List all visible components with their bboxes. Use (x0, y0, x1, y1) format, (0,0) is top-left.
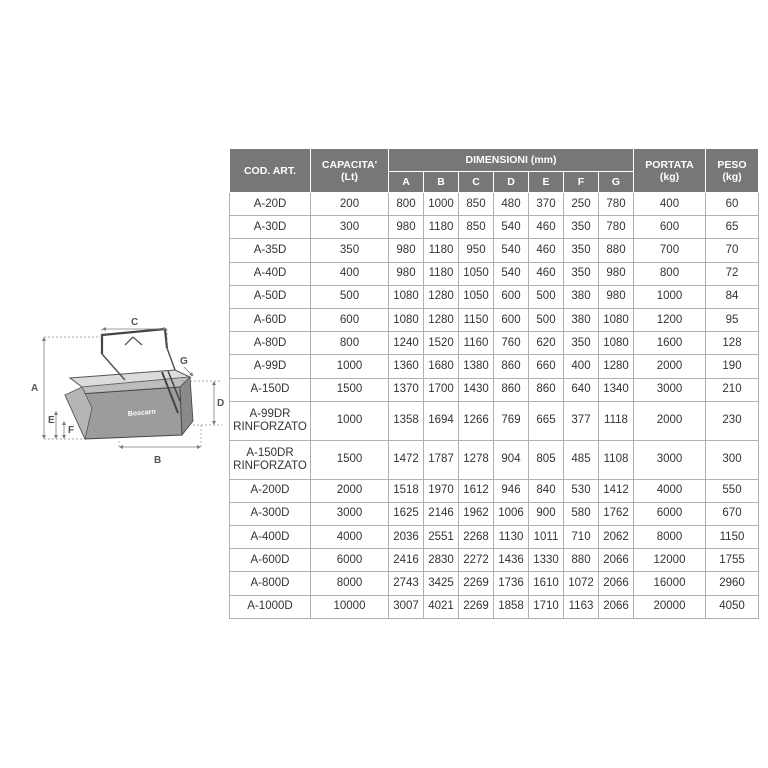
dim-label-a: A (31, 383, 39, 394)
cell-dim-c: 1050 (459, 285, 494, 308)
cell-peso: 1150 (706, 526, 759, 549)
cell-portata: 12000 (634, 549, 706, 572)
cell-code: A-99DR RINFORZATO (230, 401, 311, 440)
cell-peso: 72 (706, 262, 759, 285)
cell-dim-b: 3425 (424, 572, 459, 595)
cell-dim-c: 1380 (459, 355, 494, 378)
cell-dim-e: 1710 (529, 595, 564, 618)
cell-dim-c: 1612 (459, 479, 494, 502)
cell-code: A-200D (230, 479, 311, 502)
cell-dim-c: 1050 (459, 262, 494, 285)
cell-code: A-400D (230, 526, 311, 549)
cell-code: A-80D (230, 332, 311, 355)
cell-portata: 16000 (634, 572, 706, 595)
table-row (230, 378, 759, 401)
cell-dim-a: 1360 (389, 355, 424, 378)
cell-dim-b: 1520 (424, 332, 459, 355)
col-header-peso: PESO (kg) (706, 149, 759, 193)
cell-capacity: 2000 (311, 479, 389, 502)
cell-dim-g: 2066 (599, 572, 634, 595)
cell-dim-g: 980 (599, 262, 634, 285)
col-header-dim-a: A (389, 172, 424, 193)
cell-portata: 700 (634, 239, 706, 262)
col-header-dim-c: C (459, 172, 494, 193)
cell-dim-f: 1072 (564, 572, 599, 595)
cell-capacity: 10000 (311, 595, 389, 618)
cell-dim-g: 1412 (599, 479, 634, 502)
cell-dim-b: 1000 (424, 193, 459, 216)
cell-dim-d: 540 (494, 239, 529, 262)
cell-peso: 1755 (706, 549, 759, 572)
cell-portata: 1600 (634, 332, 706, 355)
cell-capacity: 3000 (311, 502, 389, 525)
cell-dim-b: 2146 (424, 502, 459, 525)
cell-dim-f: 350 (564, 332, 599, 355)
table-header (230, 149, 759, 193)
dim-label-e: E (48, 415, 55, 426)
cell-dim-b: 4021 (424, 595, 459, 618)
cell-code: A-30D (230, 216, 311, 239)
cell-dim-a: 1625 (389, 502, 424, 525)
cell-dim-d: 904 (494, 440, 529, 479)
table-row (230, 440, 759, 479)
cell-dim-e: 900 (529, 502, 564, 525)
table-row (230, 401, 759, 440)
cell-dim-b: 1180 (424, 262, 459, 285)
cell-dim-a: 1240 (389, 332, 424, 355)
cell-dim-d: 1436 (494, 549, 529, 572)
cell-peso: 4050 (706, 595, 759, 618)
cell-dim-d: 769 (494, 401, 529, 440)
cell-dim-c: 2268 (459, 526, 494, 549)
cell-peso: 300 (706, 440, 759, 479)
table-row (230, 193, 759, 216)
cell-dim-d: 760 (494, 332, 529, 355)
cell-dim-g: 1280 (599, 355, 634, 378)
cell-dim-g: 980 (599, 285, 634, 308)
cell-dim-d: 480 (494, 193, 529, 216)
cell-capacity: 800 (311, 332, 389, 355)
cell-dim-b: 1700 (424, 378, 459, 401)
dim-label-d: D (217, 398, 225, 409)
table-row (230, 572, 759, 595)
cell-dim-d: 600 (494, 308, 529, 331)
cell-dim-e: 840 (529, 479, 564, 502)
cell-dim-b: 1180 (424, 239, 459, 262)
cell-dim-a: 1080 (389, 285, 424, 308)
cell-portata: 4000 (634, 479, 706, 502)
table-row (230, 239, 759, 262)
cell-capacity: 1500 (311, 440, 389, 479)
cell-dim-d: 540 (494, 216, 529, 239)
table-row (230, 479, 759, 502)
cell-dim-f: 250 (564, 193, 599, 216)
cell-code: A-35D (230, 239, 311, 262)
cell-portata: 3000 (634, 440, 706, 479)
cell-dim-f: 580 (564, 502, 599, 525)
cell-capacity: 400 (311, 262, 389, 285)
cell-dim-g: 880 (599, 239, 634, 262)
cell-code: A-800D (230, 572, 311, 595)
table-row (230, 285, 759, 308)
cell-peso: 550 (706, 479, 759, 502)
skip-body (65, 329, 193, 439)
cell-dim-f: 380 (564, 308, 599, 331)
cell-dim-g: 1118 (599, 401, 634, 440)
cell-dim-b: 1680 (424, 355, 459, 378)
cell-capacity: 500 (311, 285, 389, 308)
cell-code: A-150DR RINFORZATO (230, 440, 311, 479)
cell-peso: 95 (706, 308, 759, 331)
cell-capacity: 6000 (311, 549, 389, 572)
cell-dim-d: 540 (494, 262, 529, 285)
table-row (230, 502, 759, 525)
spec-table (229, 148, 759, 619)
cell-dim-b: 1787 (424, 440, 459, 479)
cell-dim-d: 1858 (494, 595, 529, 618)
col-header-dim-e: E (529, 172, 564, 193)
cell-dim-d: 860 (494, 378, 529, 401)
table-row (230, 262, 759, 285)
cell-dim-e: 860 (529, 378, 564, 401)
cell-portata: 1000 (634, 285, 706, 308)
cell-dim-d: 1006 (494, 502, 529, 525)
cell-capacity: 350 (311, 239, 389, 262)
cell-code: A-60D (230, 308, 311, 331)
cell-dim-e: 1610 (529, 572, 564, 595)
cell-portata: 2000 (634, 401, 706, 440)
cell-peso: 210 (706, 378, 759, 401)
cell-dim-f: 485 (564, 440, 599, 479)
cell-dim-c: 1278 (459, 440, 494, 479)
cell-peso: 230 (706, 401, 759, 440)
cell-dim-a: 1358 (389, 401, 424, 440)
table-row (230, 595, 759, 618)
cell-dim-d: 600 (494, 285, 529, 308)
col-header-dim-b: B (424, 172, 459, 193)
cell-peso: 190 (706, 355, 759, 378)
table-row (230, 355, 759, 378)
cell-dim-g: 1080 (599, 332, 634, 355)
cell-dim-g: 780 (599, 193, 634, 216)
cell-dim-f: 530 (564, 479, 599, 502)
cell-peso: 70 (706, 239, 759, 262)
cell-code: A-20D (230, 193, 311, 216)
cell-dim-e: 460 (529, 262, 564, 285)
cell-portata: 3000 (634, 378, 706, 401)
cell-dim-g: 2062 (599, 526, 634, 549)
table-row (230, 216, 759, 239)
cell-dim-f: 1163 (564, 595, 599, 618)
cell-dim-e: 620 (529, 332, 564, 355)
skip-dimension-diagram (30, 315, 230, 475)
cell-dim-a: 2036 (389, 526, 424, 549)
cell-dim-e: 665 (529, 401, 564, 440)
dim-label-g: G (180, 356, 188, 367)
cell-dim-d: 946 (494, 479, 529, 502)
cell-portata: 400 (634, 193, 706, 216)
cell-dim-a: 800 (389, 193, 424, 216)
cell-dim-g: 780 (599, 216, 634, 239)
cell-capacity: 1000 (311, 401, 389, 440)
cell-dim-d: 860 (494, 355, 529, 378)
cell-portata: 800 (634, 262, 706, 285)
col-header-dim-f: F (564, 172, 599, 193)
cell-dim-e: 1330 (529, 549, 564, 572)
cell-dim-e: 805 (529, 440, 564, 479)
cell-dim-g: 1108 (599, 440, 634, 479)
cell-portata: 1200 (634, 308, 706, 331)
cell-portata: 20000 (634, 595, 706, 618)
cell-dim-c: 1266 (459, 401, 494, 440)
cell-dim-a: 1080 (389, 308, 424, 331)
cell-dim-e: 660 (529, 355, 564, 378)
cell-dim-b: 1280 (424, 285, 459, 308)
cell-dim-a: 1370 (389, 378, 424, 401)
cell-dim-g: 2066 (599, 595, 634, 618)
cell-dim-c: 1962 (459, 502, 494, 525)
cell-dim-d: 1736 (494, 572, 529, 595)
cell-portata: 2000 (634, 355, 706, 378)
dim-label-f: F (68, 425, 75, 436)
cell-portata: 6000 (634, 502, 706, 525)
cell-dim-e: 500 (529, 308, 564, 331)
cell-dim-f: 350 (564, 216, 599, 239)
cell-dim-a: 980 (389, 216, 424, 239)
cell-peso: 60 (706, 193, 759, 216)
col-header-dimensions: DIMENSIONI (mm) (389, 149, 634, 172)
cell-dim-f: 377 (564, 401, 599, 440)
cell-dim-g: 1340 (599, 378, 634, 401)
cell-peso: 84 (706, 285, 759, 308)
cell-dim-b: 1970 (424, 479, 459, 502)
cell-dim-f: 880 (564, 549, 599, 572)
cell-peso: 65 (706, 216, 759, 239)
cell-dim-e: 370 (529, 193, 564, 216)
cell-dim-f: 350 (564, 239, 599, 262)
col-header-dim-d: D (494, 172, 529, 193)
cell-dim-f: 710 (564, 526, 599, 549)
cell-dim-a: 980 (389, 262, 424, 285)
cell-dim-a: 980 (389, 239, 424, 262)
cell-dim-c: 2269 (459, 572, 494, 595)
cell-dim-b: 1280 (424, 308, 459, 331)
cell-dim-b: 2830 (424, 549, 459, 572)
cell-dim-c: 1160 (459, 332, 494, 355)
cell-dim-a: 1518 (389, 479, 424, 502)
cell-dim-a: 2416 (389, 549, 424, 572)
cell-capacity: 1500 (311, 378, 389, 401)
cell-capacity: 600 (311, 308, 389, 331)
cell-dim-e: 460 (529, 239, 564, 262)
cell-dim-c: 2269 (459, 595, 494, 618)
cell-code: A-99D (230, 355, 311, 378)
cell-dim-c: 1430 (459, 378, 494, 401)
cell-dim-c: 2272 (459, 549, 494, 572)
cell-portata: 600 (634, 216, 706, 239)
cell-dim-f: 640 (564, 378, 599, 401)
cell-code: A-600D (230, 549, 311, 572)
cell-peso: 128 (706, 332, 759, 355)
cell-peso: 670 (706, 502, 759, 525)
table-row (230, 308, 759, 331)
table-row (230, 526, 759, 549)
cell-dim-g: 2066 (599, 549, 634, 572)
cell-capacity: 1000 (311, 355, 389, 378)
table-row (230, 332, 759, 355)
cell-capacity: 300 (311, 216, 389, 239)
cell-dim-b: 2551 (424, 526, 459, 549)
col-header-code: COD. ART. (230, 149, 311, 193)
cell-peso: 2960 (706, 572, 759, 595)
cell-capacity: 8000 (311, 572, 389, 595)
cell-dim-f: 380 (564, 285, 599, 308)
cell-code: A-50D (230, 285, 311, 308)
cell-dim-f: 350 (564, 262, 599, 285)
cell-dim-g: 1080 (599, 308, 634, 331)
col-header-capacity: CAPACITA' (Lt) (311, 149, 389, 193)
cell-dim-a: 3007 (389, 595, 424, 618)
cell-dim-c: 950 (459, 239, 494, 262)
brand-label: Boscaro (127, 408, 157, 418)
cell-capacity: 4000 (311, 526, 389, 549)
cell-dim-b: 1180 (424, 216, 459, 239)
cell-code: A-40D (230, 262, 311, 285)
col-header-portata: PORTATA (kg) (634, 149, 706, 193)
cell-dim-g: 1762 (599, 502, 634, 525)
cell-dim-c: 850 (459, 193, 494, 216)
cell-code: A-1000D (230, 595, 311, 618)
cell-code: A-300D (230, 502, 311, 525)
cell-code: A-150D (230, 378, 311, 401)
cell-capacity: 200 (311, 193, 389, 216)
cell-dim-b: 1694 (424, 401, 459, 440)
cell-dim-c: 1150 (459, 308, 494, 331)
cell-dim-e: 1011 (529, 526, 564, 549)
cell-dim-f: 400 (564, 355, 599, 378)
cell-dim-e: 500 (529, 285, 564, 308)
cell-dim-c: 850 (459, 216, 494, 239)
cell-dim-a: 1472 (389, 440, 424, 479)
cell-dim-d: 1130 (494, 526, 529, 549)
cell-dim-a: 2743 (389, 572, 424, 595)
dim-label-c: C (131, 317, 139, 328)
table-body (230, 193, 759, 619)
dim-label-b: B (154, 455, 162, 466)
cell-portata: 8000 (634, 526, 706, 549)
table-row (230, 549, 759, 572)
cell-dim-e: 460 (529, 216, 564, 239)
col-header-dim-g: G (599, 172, 634, 193)
